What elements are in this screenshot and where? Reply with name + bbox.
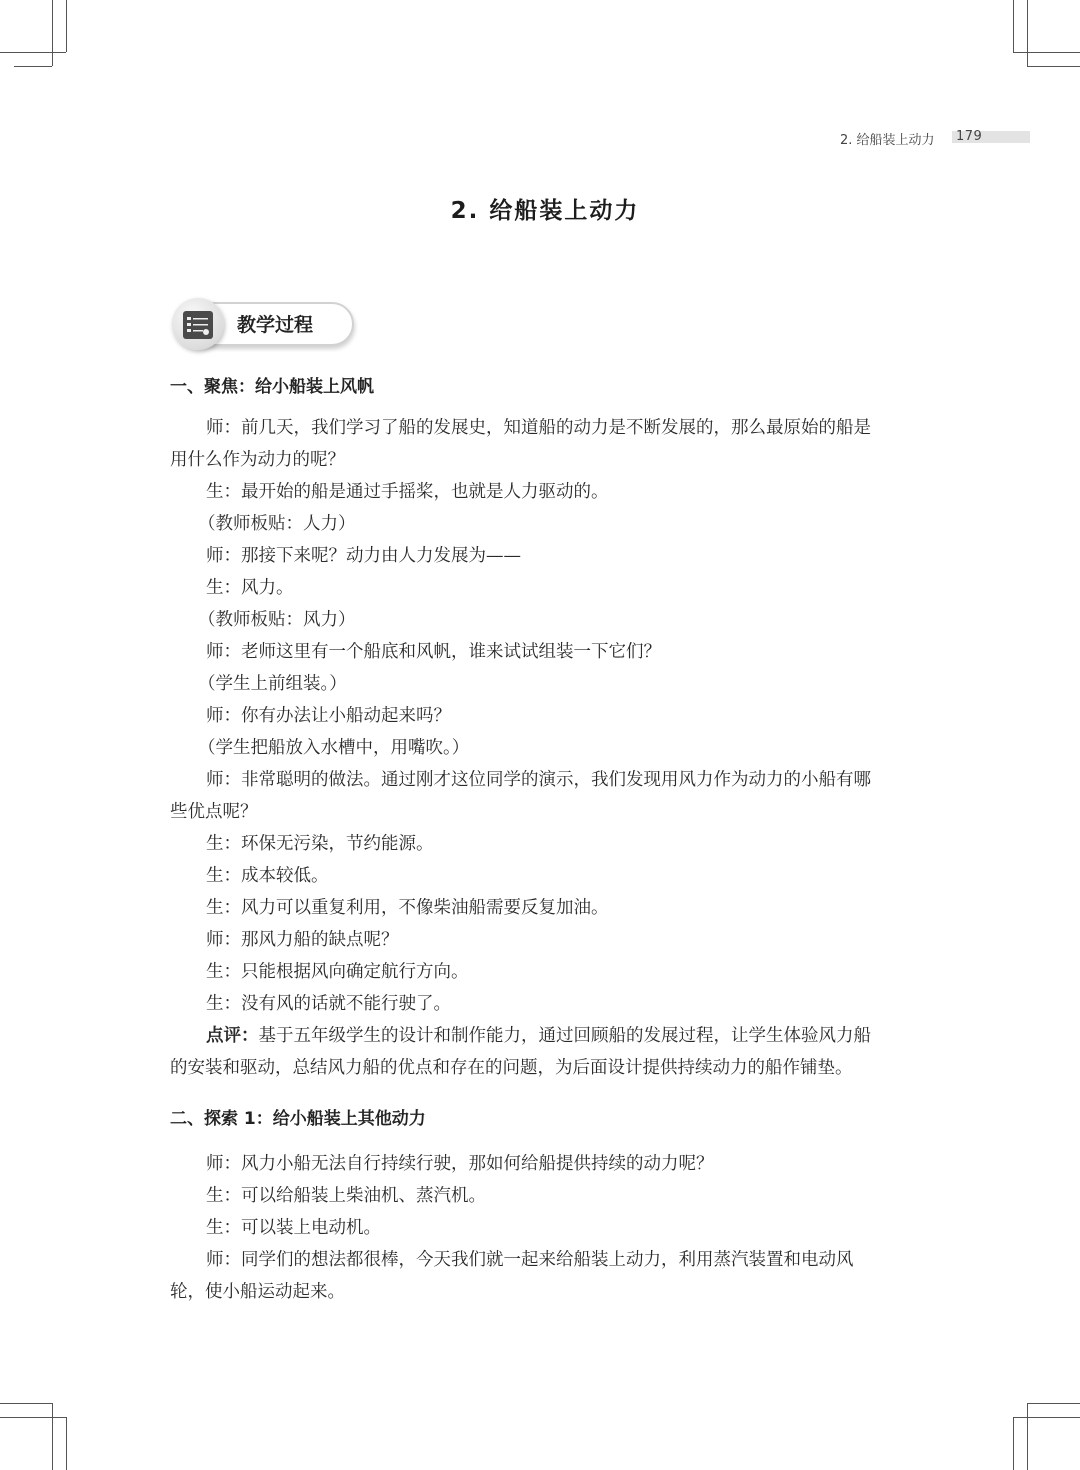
crop-mark	[1013, 0, 1014, 52]
text-line: 师：非常聪明的做法。通过刚才这位同学的演示，我们发现用风力作为动力的小船有哪	[206, 770, 871, 790]
text-line: 师：风力小船无法自行持续行驶，那如何给船提供持续的动力呢？	[206, 1154, 714, 1174]
text-line: 师：老师这里有一个船底和风帆，谁来试试组装一下它们？	[206, 642, 661, 662]
text-line: 用什么作为动力的呢？	[170, 450, 345, 470]
badge-circle	[172, 298, 224, 350]
text-line: 轮，使小船运动起来。	[170, 1282, 345, 1302]
crop-mark	[52, 1403, 53, 1470]
paragraph	[170, 764, 930, 828]
header-section-title: 2. 给船装上动力	[840, 133, 935, 148]
crop-mark	[1027, 1403, 1080, 1404]
crop-mark	[66, 1417, 67, 1470]
crop-mark	[0, 1417, 66, 1418]
text-line: 生：最开始的船是通过手摇桨，也就是人力驱动的。	[206, 482, 609, 502]
text-line: 生：风力。	[206, 578, 294, 598]
text-line: 生：环保无污染，节约能源。	[206, 834, 434, 854]
crop-mark	[1027, 0, 1028, 66]
checklist-icon	[183, 311, 213, 339]
badge-label: 教学过程	[237, 314, 314, 336]
section-badge	[172, 298, 354, 352]
crop-mark	[1027, 66, 1080, 67]
comment-text: 的安装和驱动，总结风力船的优点和存在的问题，为后面设计提供持续动力的船作铺垫。	[170, 1058, 853, 1078]
section-heading: 二、探索 1：给小船装上其他动力	[170, 1109, 426, 1129]
text-line: 师：那接下来呢？动力由人力发展为——	[206, 546, 521, 566]
crop-mark	[52, 0, 53, 66]
text-line: （教师板贴：风力）	[198, 610, 356, 630]
text-line: 师：那风力船的缺点呢？	[206, 930, 399, 950]
text-line: 些优点呢？	[170, 802, 258, 822]
text-line: 生：没有风的话就不能行驶了。	[206, 994, 451, 1014]
text-line: 师：前几天，我们学习了船的发展史，知道船的动力是不断发展的，那么最原始的船是	[206, 418, 871, 438]
text-line: 生：可以给船装上柴油机、蒸汽机。	[206, 1186, 486, 1206]
paragraph	[170, 412, 930, 476]
text-line: 师：同学们的想法都很棒，今天我们就一起来给船装上动力，利用蒸汽装置和电动风	[206, 1250, 854, 1270]
text-line: （学生把船放入水槽中，用嘴吹。）	[198, 738, 470, 758]
crop-mark	[0, 52, 66, 53]
running-header	[820, 128, 1030, 146]
crop-mark	[1027, 1403, 1028, 1470]
crop-mark	[1013, 52, 1080, 53]
text-line: （教师板贴：人力）	[198, 514, 356, 534]
text-line: 生：成本较低。	[206, 866, 329, 886]
page-number: 179	[956, 129, 983, 144]
text-line: 师：你有办法让小船动起来吗？	[206, 706, 451, 726]
crop-mark	[0, 1403, 52, 1404]
comment-label: 点评：	[206, 1026, 259, 1046]
crop-mark	[14, 66, 52, 67]
crop-mark	[1013, 1417, 1014, 1470]
comment-paragraph	[170, 1020, 930, 1084]
text-line: （学生上前组装。）	[198, 674, 347, 694]
text-line: 生：可以装上电动机。	[206, 1218, 381, 1238]
text-line: 生：只能根据风向确定航行方向。	[206, 962, 469, 982]
page-title: 2. 给船装上动力	[450, 198, 640, 224]
crop-mark	[1013, 1417, 1080, 1418]
crop-mark	[66, 0, 67, 52]
section-heading: 一、聚焦：给小船装上风帆	[170, 377, 374, 397]
text-line: 生：风力可以重复利用，不像柴油船需要反复加油。	[206, 898, 609, 918]
paragraph	[170, 1244, 930, 1308]
comment-text: 基于五年级学生的设计和制作能力，通过回顾船的发展过程，让学生体验风力船	[258, 1026, 871, 1046]
